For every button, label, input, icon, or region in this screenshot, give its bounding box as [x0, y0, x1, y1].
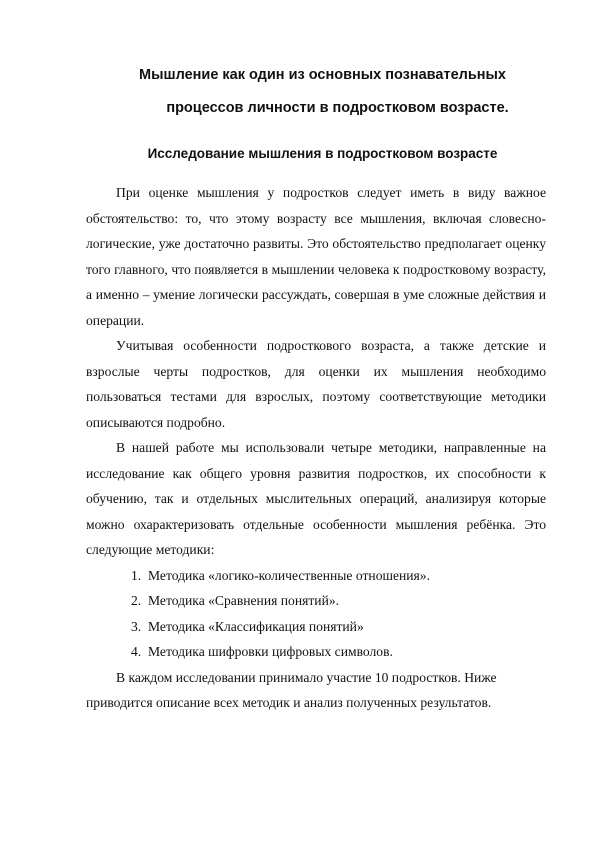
list-number: 1.: [131, 567, 142, 583]
paragraph-2: Учитывая особенности подросткового возраста, а также детские и взрослые черты подростков, для оценки их мышления необходимо пользоваться тестами для взрослых, поэтому соответствующие методики описываются подробно.: [86, 338, 546, 430]
methods-list-item: [131, 588, 546, 614]
document-title-line-1: Мышление как один из основных познавательных: [139, 67, 506, 83]
paragraph-3: В нашей работе мы использовали четыре методики, направленные на исследование как общего уровня развития подростков, их способности к обучению, так и отдельных мыслительных операций, анализируя которые можно охарактеризовать отдельные особенности мышления ребёнка. Это следующие методики:: [86, 440, 546, 557]
list-text: Методика «логико-количественные отношения».: [148, 567, 430, 583]
document-title-line-2: процессов личности в подростковом возрасте.: [166, 100, 509, 116]
document-body: [86, 180, 546, 716]
document-subtitle: Исследование мышления в подростковом возрасте: [147, 146, 498, 161]
paragraph-1: При оценке мышления у подростков следует иметь в виду важное обстоятельство: то, что этому возрасту все мышления, включая словесно-логические, уже достаточно развиты. Это обстоятельство предполагает оценку того главного, что появляется в мышлении человека к подростковому возрасту, а именно – умение логически рассуждать, совершая в уме сложные действия и операции.: [86, 185, 546, 328]
list-number: 3.: [131, 618, 142, 634]
list-number: 4.: [131, 644, 142, 659]
list-number: 2.: [131, 593, 142, 608]
methods-list-item: [131, 639, 546, 665]
methods-list-item: [131, 563, 546, 589]
methods-list: [86, 563, 546, 665]
list-text: Методика «Сравнения понятий».: [148, 593, 340, 608]
closing-paragraph: В каждом исследовании принимало участие 10 подростков. Ниже приводится описание всех методик и анализ полученных результатов.: [86, 669, 497, 710]
list-text: Методика «Классификация понятий»: [148, 618, 364, 634]
list-text: Методика шифровки цифровых символов.: [148, 644, 393, 659]
methods-list-item: [131, 614, 546, 640]
